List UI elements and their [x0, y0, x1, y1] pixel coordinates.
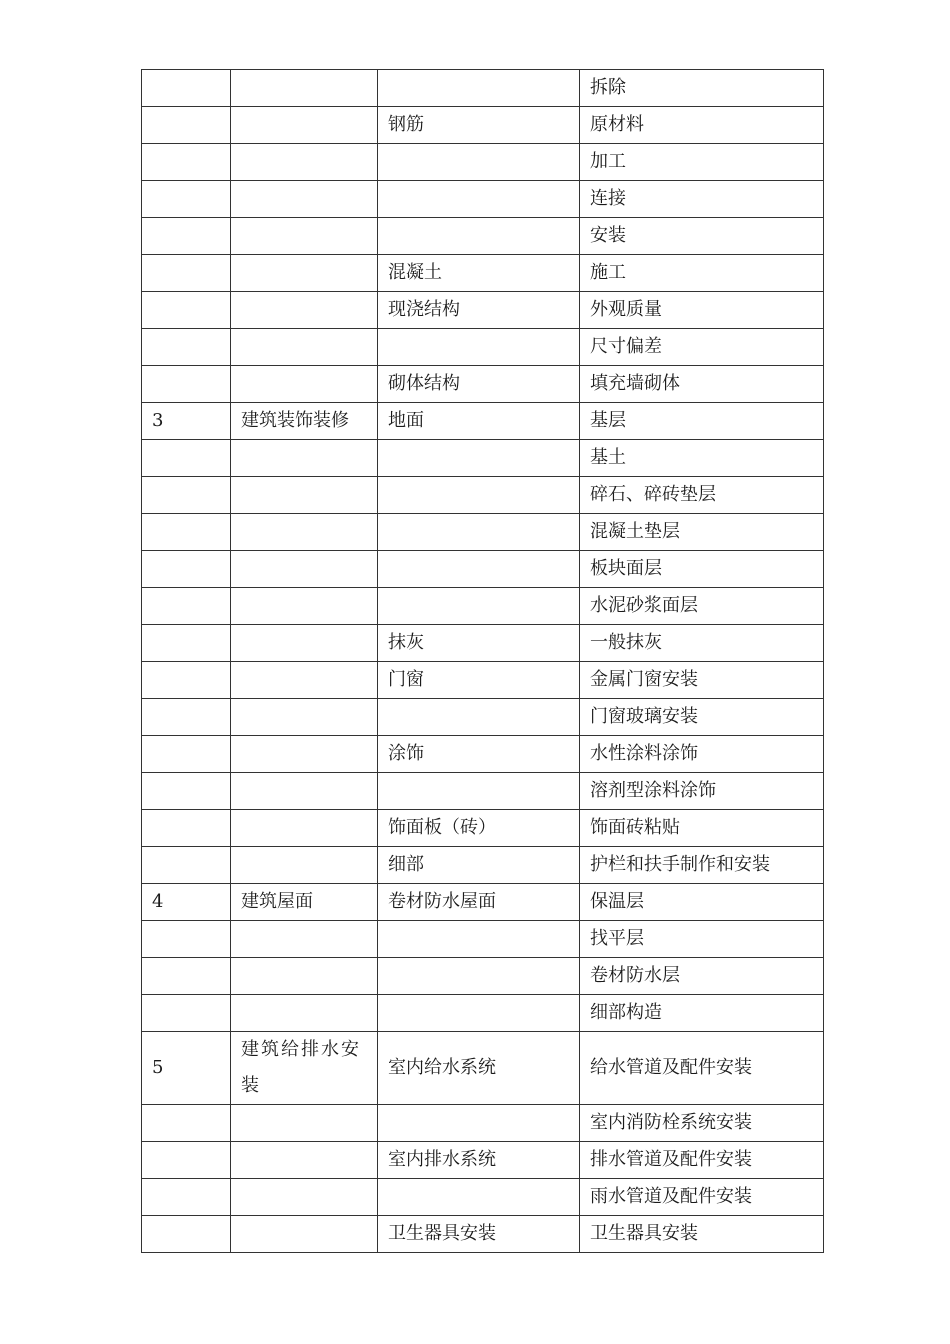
subdivision-cell — [378, 921, 580, 958]
subdivision-cell: 混凝土 — [378, 255, 580, 292]
division-cell — [231, 1179, 378, 1216]
inspection-item-cell: 原材料 — [580, 107, 824, 144]
division-cell — [231, 70, 378, 107]
division-cell — [231, 218, 378, 255]
division-cell — [231, 107, 378, 144]
subdivision-cell — [378, 329, 580, 366]
division-cell — [231, 477, 378, 514]
table-row — [142, 292, 824, 329]
subdivision-cell: 细部 — [378, 847, 580, 884]
inspection-item-cell: 填充墙砌体 — [580, 366, 824, 403]
division-cell — [231, 588, 378, 625]
division-cell — [231, 847, 378, 884]
item-number-cell — [142, 958, 231, 995]
subdivision-cell — [378, 218, 580, 255]
inspection-item-cell: 排水管道及配件安装 — [580, 1142, 824, 1179]
inspection-item-cell: 基层 — [580, 403, 824, 440]
table-row — [142, 995, 824, 1032]
subdivision-cell — [378, 588, 580, 625]
subdivision-cell: 饰面板（砖） — [378, 810, 580, 847]
item-number-cell — [142, 773, 231, 810]
subdivision-cell: 抹灰 — [378, 625, 580, 662]
item-number-cell — [142, 292, 231, 329]
division-cell — [231, 255, 378, 292]
subdivision-cell: 地面 — [378, 403, 580, 440]
table-row — [142, 958, 824, 995]
inspection-item-cell: 溶剂型涂料涂饰 — [580, 773, 824, 810]
subdivision-cell — [378, 477, 580, 514]
division-cell: 建筑给排水安装 — [231, 1032, 378, 1105]
construction-items-table — [141, 69, 824, 1253]
table-row — [142, 699, 824, 736]
item-number-cell — [142, 477, 231, 514]
item-number-cell: 3 — [142, 403, 231, 440]
item-number-cell — [142, 699, 231, 736]
inspection-item-cell: 基土 — [580, 440, 824, 477]
inspection-item-cell: 施工 — [580, 255, 824, 292]
subdivision-cell — [378, 773, 580, 810]
division-cell — [231, 329, 378, 366]
division-cell — [231, 958, 378, 995]
division-cell — [231, 1105, 378, 1142]
inspection-item-cell: 加工 — [580, 144, 824, 181]
inspection-item-cell: 水泥砂浆面层 — [580, 588, 824, 625]
item-number-cell — [142, 551, 231, 588]
inspection-item-cell: 卷材防水层 — [580, 958, 824, 995]
item-number-cell — [142, 736, 231, 773]
item-number-cell — [142, 1216, 231, 1253]
table-row — [142, 921, 824, 958]
division-cell: 建筑屋面 — [231, 884, 378, 921]
table-row — [142, 144, 824, 181]
division-cell — [231, 366, 378, 403]
table-row — [142, 70, 824, 107]
division-cell — [231, 144, 378, 181]
item-number-cell — [142, 144, 231, 181]
subdivision-cell — [378, 551, 580, 588]
item-number-cell: 5 — [142, 1032, 231, 1105]
table-row — [142, 329, 824, 366]
subdivision-cell — [378, 70, 580, 107]
division-cell — [231, 181, 378, 218]
inspection-item-cell: 保温层 — [580, 884, 824, 921]
subdivision-cell: 室内排水系统 — [378, 1142, 580, 1179]
table-row — [142, 884, 824, 921]
table-row — [142, 1216, 824, 1253]
table-row — [142, 662, 824, 699]
subdivision-cell — [378, 181, 580, 218]
item-number-cell — [142, 70, 231, 107]
table-row — [142, 736, 824, 773]
inspection-item-cell: 给水管道及配件安装 — [580, 1032, 824, 1105]
subdivision-cell: 门窗 — [378, 662, 580, 699]
subdivision-cell: 卫生器具安装 — [378, 1216, 580, 1253]
table-row — [142, 181, 824, 218]
item-number-cell — [142, 514, 231, 551]
division-cell — [231, 773, 378, 810]
inspection-item-cell: 室内消防栓系统安装 — [580, 1105, 824, 1142]
inspection-item-cell: 雨水管道及配件安装 — [580, 1179, 824, 1216]
inspection-item-cell: 拆除 — [580, 70, 824, 107]
division-cell — [231, 921, 378, 958]
inspection-item-cell: 安装 — [580, 218, 824, 255]
division-cell: 建筑装饰装修 — [231, 403, 378, 440]
division-cell — [231, 810, 378, 847]
table-row — [142, 551, 824, 588]
subdivision-cell — [378, 958, 580, 995]
division-cell — [231, 292, 378, 329]
inspection-item-cell: 外观质量 — [580, 292, 824, 329]
inspection-item-cell: 找平层 — [580, 921, 824, 958]
table-row — [142, 588, 824, 625]
inspection-item-cell: 水性涂料涂饰 — [580, 736, 824, 773]
table-row — [142, 107, 824, 144]
inspection-item-cell: 细部构造 — [580, 995, 824, 1032]
subdivision-cell — [378, 699, 580, 736]
table-row — [142, 403, 824, 440]
inspection-item-cell: 板块面层 — [580, 551, 824, 588]
table-row — [142, 218, 824, 255]
subdivision-cell — [378, 514, 580, 551]
inspection-item-cell: 碎石、碎砖垫层 — [580, 477, 824, 514]
subdivision-cell — [378, 1105, 580, 1142]
subdivision-cell: 室内给水系统 — [378, 1032, 580, 1105]
item-number-cell — [142, 588, 231, 625]
division-cell — [231, 440, 378, 477]
item-number-cell — [142, 662, 231, 699]
item-number-cell — [142, 995, 231, 1032]
division-cell — [231, 662, 378, 699]
table-row — [142, 1105, 824, 1142]
item-number-cell — [142, 255, 231, 292]
subdivision-cell — [378, 1179, 580, 1216]
table-body — [142, 70, 824, 1253]
inspection-item-cell: 尺寸偏差 — [580, 329, 824, 366]
table-row — [142, 366, 824, 403]
item-number-cell — [142, 1142, 231, 1179]
item-number-cell — [142, 1179, 231, 1216]
subdivision-cell — [378, 440, 580, 477]
division-cell — [231, 736, 378, 773]
item-number-cell — [142, 366, 231, 403]
subdivision-cell: 钢筋 — [378, 107, 580, 144]
item-number-cell — [142, 181, 231, 218]
division-cell — [231, 699, 378, 736]
table-row — [142, 477, 824, 514]
inspection-item-cell: 金属门窗安装 — [580, 662, 824, 699]
table-row — [142, 1179, 824, 1216]
item-number-cell — [142, 921, 231, 958]
inspection-item-cell: 饰面砖粘贴 — [580, 810, 824, 847]
division-cell — [231, 514, 378, 551]
division-cell — [231, 551, 378, 588]
table-row — [142, 847, 824, 884]
table-row — [142, 1032, 824, 1105]
table-row — [142, 514, 824, 551]
item-number-cell — [142, 107, 231, 144]
inspection-item-cell: 混凝土垫层 — [580, 514, 824, 551]
table-row — [142, 440, 824, 477]
subdivision-cell: 砌体结构 — [378, 366, 580, 403]
subdivision-cell — [378, 144, 580, 181]
item-number-cell — [142, 329, 231, 366]
item-number-cell — [142, 625, 231, 662]
division-cell — [231, 1142, 378, 1179]
table-row — [142, 810, 824, 847]
table-row — [142, 1142, 824, 1179]
item-number-cell — [142, 847, 231, 884]
table-row — [142, 625, 824, 662]
item-number-cell — [142, 440, 231, 477]
division-cell — [231, 995, 378, 1032]
table-row — [142, 773, 824, 810]
division-cell — [231, 625, 378, 662]
inspection-item-cell: 一般抹灰 — [580, 625, 824, 662]
item-number-cell: 4 — [142, 884, 231, 921]
subdivision-cell: 现浇结构 — [378, 292, 580, 329]
item-number-cell — [142, 810, 231, 847]
table-row — [142, 255, 824, 292]
subdivision-cell: 涂饰 — [378, 736, 580, 773]
inspection-item-cell: 护栏和扶手制作和安装 — [580, 847, 824, 884]
inspection-item-cell: 卫生器具安装 — [580, 1216, 824, 1253]
subdivision-cell — [378, 995, 580, 1032]
division-cell — [231, 1216, 378, 1253]
subdivision-cell: 卷材防水屋面 — [378, 884, 580, 921]
item-number-cell — [142, 1105, 231, 1142]
item-number-cell — [142, 218, 231, 255]
inspection-item-cell: 连接 — [580, 181, 824, 218]
inspection-item-cell: 门窗玻璃安装 — [580, 699, 824, 736]
